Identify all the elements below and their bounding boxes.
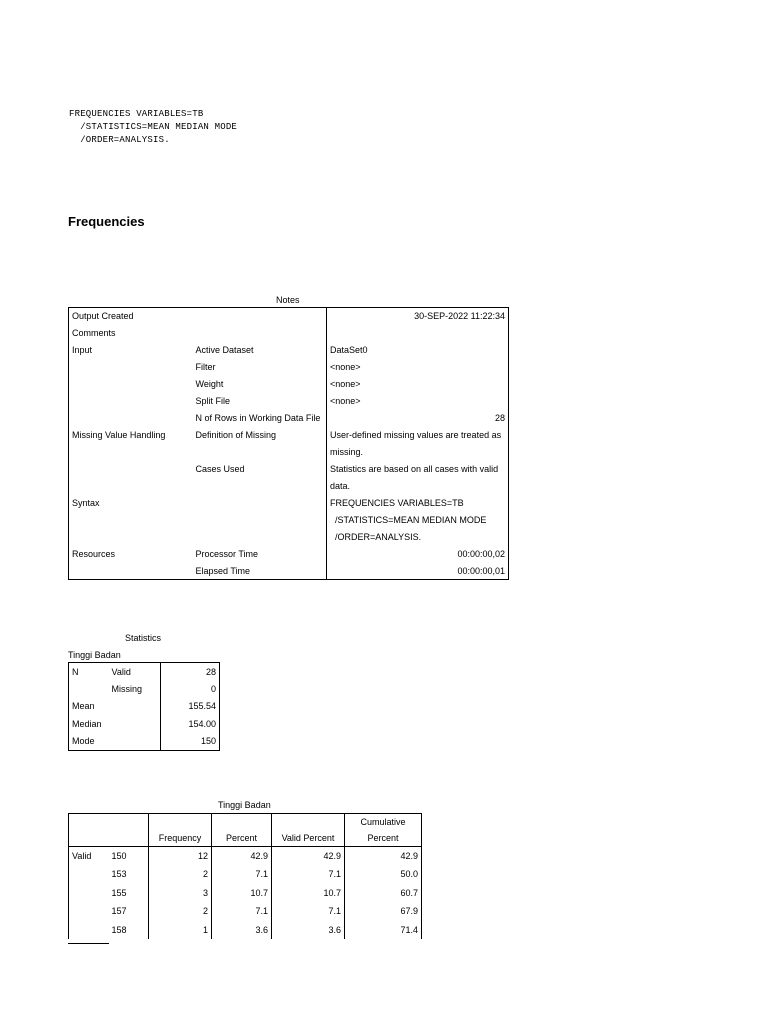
notes-empty xyxy=(193,495,327,546)
notes-sublabel: Active Dataset xyxy=(195,345,254,355)
stats-sublabel: Valid xyxy=(111,666,131,677)
notes-empty xyxy=(69,393,193,410)
notes-row xyxy=(69,325,509,342)
notes-sublabel: Processor Time xyxy=(195,549,259,559)
stats-row xyxy=(69,663,220,681)
notes-sublabel: Filter xyxy=(195,362,216,372)
freq-corner xyxy=(69,830,109,847)
freq-value: 155 xyxy=(111,887,127,898)
notes-value: DataSet0 xyxy=(327,342,509,359)
notes-value: <none> xyxy=(327,359,509,376)
notes-empty xyxy=(69,563,193,580)
notes-empty xyxy=(69,461,193,495)
stats-sublabel: Missing xyxy=(111,683,143,694)
notes-syntax-line: /STATISTICS=MEAN MEDIAN MODE xyxy=(330,514,487,525)
freq-percent: 7.1 xyxy=(212,902,272,921)
freq-frequency: 2 xyxy=(149,865,212,884)
freq-valid-percent: 10.7 xyxy=(272,884,345,903)
freq-row xyxy=(69,865,422,884)
notes-row xyxy=(69,495,509,546)
freq-percent: 42.9 xyxy=(212,847,272,866)
notes-title: Notes xyxy=(276,295,300,305)
freq-empty xyxy=(69,884,109,903)
notes-label: Syntax xyxy=(72,497,100,508)
notes-empty xyxy=(69,359,193,376)
notes-value: <none> xyxy=(327,393,509,410)
freq-valid-percent: 3.6 xyxy=(272,921,345,940)
freq-frequency: 12 xyxy=(149,847,212,866)
freq-empty xyxy=(69,902,109,921)
stats-label: Mean xyxy=(72,701,95,712)
stats-label: Mode xyxy=(72,736,95,746)
frequency-table xyxy=(68,813,422,939)
freq-header-empty xyxy=(149,814,212,831)
notes-syntax-value xyxy=(327,495,509,546)
freq-cumulative: 71.4 xyxy=(345,921,422,940)
freq-frequency: 1 xyxy=(149,921,212,940)
notes-row xyxy=(69,427,509,461)
freq-corner xyxy=(69,814,109,831)
notes-empty xyxy=(69,376,193,393)
notes-row xyxy=(69,376,509,393)
freq-header-frequency: Frequency xyxy=(149,830,212,847)
freq-frequency: 2 xyxy=(149,902,212,921)
freq-corner xyxy=(109,814,149,831)
freq-title: Tinggi Badan xyxy=(218,800,271,810)
freq-valid-percent: 42.9 xyxy=(272,847,345,866)
stats-row xyxy=(69,680,220,698)
stats-row xyxy=(69,715,220,733)
syntax-line: /STATISTICS=MEAN MEDIAN MODE xyxy=(69,122,238,132)
freq-empty xyxy=(69,921,109,940)
stats-label: N xyxy=(72,666,79,677)
freq-valid-percent: 7.1 xyxy=(272,902,345,921)
freq-empty xyxy=(69,865,109,884)
freq-cumulative: 67.9 xyxy=(345,902,422,921)
freq-value: 157 xyxy=(111,906,127,917)
freq-header-empty xyxy=(272,814,345,831)
notes-row xyxy=(69,563,509,580)
notes-row xyxy=(69,359,509,376)
notes-value: 00:00:00,01 xyxy=(327,563,509,580)
freq-header-valid-percent: Valid Percent xyxy=(272,830,345,847)
freq-row xyxy=(69,902,422,921)
stats-label: Median xyxy=(72,718,102,729)
notes-sublabel: Weight xyxy=(195,379,224,389)
notes-sublabel: Split File xyxy=(195,396,231,406)
freq-header-cumulative-2: Percent xyxy=(345,830,422,847)
notes-value-empty xyxy=(327,325,509,342)
freq-cumulative: 60.7 xyxy=(345,884,422,903)
freq-percent: 3.6 xyxy=(212,921,272,940)
notes-label: Comments xyxy=(72,328,116,338)
notes-sublabel: Elapsed Time xyxy=(195,565,251,576)
notes-row xyxy=(69,546,509,563)
statistics-title: Statistics xyxy=(125,633,162,643)
syntax-block xyxy=(69,108,237,147)
notes-value: 28 xyxy=(327,410,509,427)
freq-header-row xyxy=(69,814,422,831)
stats-value: 0 xyxy=(161,680,220,698)
notes-sublabel: N of Rows in Working Data File xyxy=(195,413,321,423)
syntax-line: FREQUENCIES VARIABLES=TB xyxy=(69,109,204,119)
stats-row xyxy=(69,733,220,751)
freq-cumulative: 50.0 xyxy=(345,865,422,884)
notes-row xyxy=(69,393,509,410)
notes-label: Missing Value Handling xyxy=(72,429,166,440)
freq-group-underline xyxy=(68,943,109,944)
notes-row xyxy=(69,410,509,427)
notes-empty xyxy=(193,325,327,342)
freq-percent: 10.7 xyxy=(212,884,272,903)
stats-empty xyxy=(69,680,109,698)
notes-row xyxy=(69,342,509,359)
notes-sublabel: Cases Used xyxy=(195,463,245,474)
freq-group-label: Valid xyxy=(72,851,92,861)
notes-syntax-line: FREQUENCIES VARIABLES=TB xyxy=(330,497,464,508)
freq-header-row xyxy=(69,830,422,847)
statistics-variable: Tinggi Badan xyxy=(68,650,121,660)
notes-row xyxy=(69,461,509,495)
notes-empty xyxy=(193,308,327,325)
notes-empty xyxy=(69,410,193,427)
freq-header-percent: Percent xyxy=(212,830,272,847)
section-heading: Frequencies xyxy=(68,214,145,229)
freq-row xyxy=(69,921,422,940)
stats-value: 154.00 xyxy=(161,715,220,733)
notes-syntax-line: /ORDER=ANALYSIS. xyxy=(330,531,422,542)
freq-header-cumulative: Cumulative xyxy=(345,814,422,831)
stats-value: 28 xyxy=(161,663,220,681)
freq-row xyxy=(69,884,422,903)
notes-row xyxy=(69,308,509,325)
notes-sublabel: Definition of Missing xyxy=(195,429,277,440)
notes-value: User-defined missing values are treated as missing. xyxy=(327,427,509,461)
freq-percent: 7.1 xyxy=(212,865,272,884)
notes-label: Resources xyxy=(72,549,116,559)
notes-label: Input xyxy=(72,345,93,355)
notes-value: 00:00:00,02 xyxy=(327,546,509,563)
freq-value: 150 xyxy=(111,851,127,861)
freq-header-empty xyxy=(212,814,272,831)
notes-value: 30-SEP-2022 11:22:34 xyxy=(327,308,509,325)
stats-value: 155.54 xyxy=(161,698,220,716)
stats-value: 150 xyxy=(161,733,220,751)
freq-value: 153 xyxy=(111,869,127,880)
freq-corner xyxy=(109,830,149,847)
notes-value: Statistics are based on all cases with valid data. xyxy=(327,461,509,495)
stats-row xyxy=(69,698,220,716)
freq-row xyxy=(69,847,422,866)
notes-value: <none> xyxy=(327,376,509,393)
notes-label: Output Created xyxy=(72,311,134,322)
statistics-table xyxy=(68,662,220,751)
freq-cumulative: 42.9 xyxy=(345,847,422,866)
freq-valid-percent: 7.1 xyxy=(272,865,345,884)
syntax-line: /ORDER=ANALYSIS. xyxy=(69,135,170,145)
freq-frequency: 3 xyxy=(149,884,212,903)
freq-value: 158 xyxy=(111,924,127,935)
notes-table xyxy=(68,307,509,580)
